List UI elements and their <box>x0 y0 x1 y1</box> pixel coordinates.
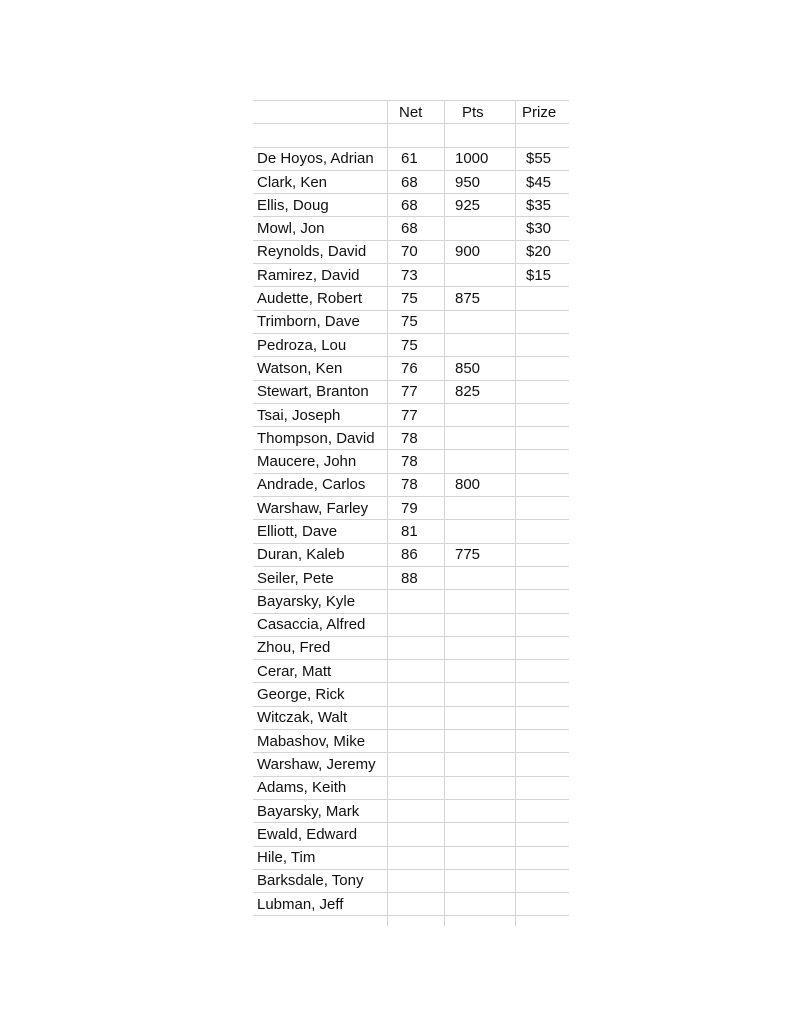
points-cell: 950 <box>445 170 516 193</box>
prize-cell <box>516 706 570 729</box>
table-row <box>253 333 569 356</box>
net-score-cell: 68 <box>388 170 445 193</box>
prize-cell <box>516 543 570 566</box>
prize-cell <box>516 380 570 403</box>
table-row <box>253 730 569 753</box>
net-score-cell: 75 <box>388 333 445 356</box>
prize-cell <box>516 660 570 683</box>
points-cell <box>445 706 516 729</box>
table-row <box>253 194 569 217</box>
prize-cell <box>516 287 570 310</box>
prize-cell <box>516 403 570 426</box>
blank-cell <box>516 916 570 927</box>
points-cell: 825 <box>445 380 516 403</box>
net-score-cell <box>388 683 445 706</box>
player-name-cell: Ellis, Doug <box>253 194 388 217</box>
table-row <box>253 357 569 380</box>
table-row <box>253 380 569 403</box>
prize-cell <box>516 799 570 822</box>
points-cell <box>445 403 516 426</box>
prize-cell <box>516 846 570 869</box>
player-name-cell: Bayarsky, Kyle <box>253 590 388 613</box>
net-score-cell: 76 <box>388 357 445 380</box>
player-name-cell: Reynolds, David <box>253 240 388 263</box>
net-score-cell <box>388 869 445 892</box>
prize-cell <box>516 869 570 892</box>
prize-cell <box>516 683 570 706</box>
table-row <box>253 427 569 450</box>
points-cell <box>445 730 516 753</box>
player-name-cell: Thompson, David <box>253 427 388 450</box>
net-score-cell <box>388 636 445 659</box>
points-cell <box>445 799 516 822</box>
table-row <box>253 636 569 659</box>
table-row <box>253 823 569 846</box>
prize-cell <box>516 473 570 496</box>
table-row <box>253 660 569 683</box>
points-cell <box>445 636 516 659</box>
net-score-cell <box>388 590 445 613</box>
table-row <box>253 240 569 263</box>
header-prize: Prize <box>516 101 570 124</box>
prize-cell: $15 <box>516 264 570 287</box>
player-name-cell: Mowl, Jon <box>253 217 388 240</box>
net-score-cell: 78 <box>388 450 445 473</box>
net-score-cell <box>388 799 445 822</box>
table-row <box>253 450 569 473</box>
table-row <box>253 310 569 333</box>
net-score-cell: 78 <box>388 427 445 450</box>
player-name-cell: Maucere, John <box>253 450 388 473</box>
prize-cell <box>516 730 570 753</box>
table-row <box>253 893 569 916</box>
points-cell <box>445 497 516 520</box>
prize-cell <box>516 823 570 846</box>
points-cell <box>445 776 516 799</box>
points-cell: 850 <box>445 357 516 380</box>
net-score-cell: 77 <box>388 380 445 403</box>
header-pts: Pts <box>445 101 516 124</box>
net-score-cell: 68 <box>388 217 445 240</box>
prize-cell <box>516 357 570 380</box>
net-score-cell <box>388 706 445 729</box>
net-score-cell: 78 <box>388 473 445 496</box>
header-net: Net <box>388 101 445 124</box>
table-row <box>253 846 569 869</box>
net-score-cell: 86 <box>388 543 445 566</box>
points-cell: 925 <box>445 194 516 217</box>
player-name-cell: Seiler, Pete <box>253 566 388 589</box>
points-cell <box>445 450 516 473</box>
player-name-cell: Cerar, Matt <box>253 660 388 683</box>
player-name-cell: Warshaw, Farley <box>253 497 388 520</box>
player-name-cell: Audette, Robert <box>253 287 388 310</box>
player-name-cell: Clark, Ken <box>253 170 388 193</box>
player-name-cell: Andrade, Carlos <box>253 473 388 496</box>
prize-cell <box>516 566 570 589</box>
net-score-cell <box>388 893 445 916</box>
results-table <box>253 100 569 926</box>
blank-cell <box>445 124 516 147</box>
points-cell <box>445 683 516 706</box>
net-score-cell: 61 <box>388 147 445 170</box>
blank-cell <box>253 916 388 927</box>
prize-cell <box>516 893 570 916</box>
player-name-cell: Tsai, Joseph <box>253 403 388 426</box>
points-cell <box>445 590 516 613</box>
points-cell <box>445 427 516 450</box>
table-row <box>253 683 569 706</box>
player-name-cell: Trimborn, Dave <box>253 310 388 333</box>
player-name-cell: Hile, Tim <box>253 846 388 869</box>
points-cell <box>445 566 516 589</box>
table-row <box>253 613 569 636</box>
points-cell: 800 <box>445 473 516 496</box>
prize-cell: $35 <box>516 194 570 217</box>
table-row <box>253 776 569 799</box>
points-cell <box>445 264 516 287</box>
player-name-cell: Adams, Keith <box>253 776 388 799</box>
table-row <box>253 799 569 822</box>
player-name-cell: Duran, Kaleb <box>253 543 388 566</box>
table-row <box>253 520 569 543</box>
points-cell <box>445 753 516 776</box>
table-row <box>253 147 569 170</box>
blank-cell <box>516 124 570 147</box>
player-name-cell: Casaccia, Alfred <box>253 613 388 636</box>
player-name-cell: Warshaw, Jeremy <box>253 753 388 776</box>
table-row <box>253 264 569 287</box>
prize-cell <box>516 427 570 450</box>
net-score-cell: 79 <box>388 497 445 520</box>
points-cell <box>445 660 516 683</box>
points-cell <box>445 333 516 356</box>
prize-cell <box>516 590 570 613</box>
player-name-cell: George, Rick <box>253 683 388 706</box>
points-cell <box>445 310 516 333</box>
prize-cell <box>516 753 570 776</box>
blank-cell <box>388 916 445 927</box>
blank-cell <box>253 124 388 147</box>
points-cell <box>445 217 516 240</box>
table-row <box>253 170 569 193</box>
table-row <box>253 753 569 776</box>
net-score-cell: 75 <box>388 310 445 333</box>
player-name-cell: Zhou, Fred <box>253 636 388 659</box>
net-score-cell: 73 <box>388 264 445 287</box>
player-name-cell: De Hoyos, Adrian <box>253 147 388 170</box>
points-cell <box>445 613 516 636</box>
blank-cell <box>445 916 516 927</box>
points-cell: 1000 <box>445 147 516 170</box>
net-score-cell <box>388 613 445 636</box>
net-score-cell: 70 <box>388 240 445 263</box>
trailing-row <box>253 916 569 927</box>
header-row <box>253 101 569 124</box>
points-cell: 775 <box>445 543 516 566</box>
prize-cell <box>516 310 570 333</box>
player-name-cell: Witczak, Walt <box>253 706 388 729</box>
player-name-cell: Barksdale, Tony <box>253 869 388 892</box>
net-score-cell: 88 <box>388 566 445 589</box>
table-row <box>253 566 569 589</box>
player-name-cell: Mabashov, Mike <box>253 730 388 753</box>
player-name-cell: Watson, Ken <box>253 357 388 380</box>
points-cell: 900 <box>445 240 516 263</box>
prize-cell <box>516 613 570 636</box>
prize-cell: $55 <box>516 147 570 170</box>
table-row <box>253 287 569 310</box>
table-row <box>253 590 569 613</box>
prize-cell <box>516 450 570 473</box>
table-row <box>253 217 569 240</box>
net-score-cell <box>388 846 445 869</box>
prize-cell: $45 <box>516 170 570 193</box>
table-row <box>253 497 569 520</box>
prize-cell <box>516 520 570 543</box>
prize-cell <box>516 333 570 356</box>
player-name-cell: Ramirez, David <box>253 264 388 287</box>
prize-cell <box>516 636 570 659</box>
points-cell <box>445 823 516 846</box>
player-name-cell: Bayarsky, Mark <box>253 799 388 822</box>
player-name-cell: Lubman, Jeff <box>253 893 388 916</box>
net-score-cell <box>388 730 445 753</box>
prize-cell: $20 <box>516 240 570 263</box>
table-row <box>253 869 569 892</box>
table-row <box>253 706 569 729</box>
net-score-cell: 68 <box>388 194 445 217</box>
table-row <box>253 403 569 426</box>
header-name <box>253 101 388 124</box>
points-cell <box>445 520 516 543</box>
net-score-cell: 81 <box>388 520 445 543</box>
net-score-cell <box>388 823 445 846</box>
points-cell <box>445 846 516 869</box>
net-score-cell: 77 <box>388 403 445 426</box>
points-cell <box>445 869 516 892</box>
prize-cell <box>516 776 570 799</box>
net-score-cell <box>388 753 445 776</box>
net-score-cell <box>388 660 445 683</box>
net-score-cell <box>388 776 445 799</box>
points-cell <box>445 893 516 916</box>
prize-cell <box>516 497 570 520</box>
points-cell: 875 <box>445 287 516 310</box>
table-row <box>253 473 569 496</box>
blank-cell <box>388 124 445 147</box>
net-score-cell: 75 <box>388 287 445 310</box>
player-name-cell: Stewart, Branton <box>253 380 388 403</box>
prize-cell: $30 <box>516 217 570 240</box>
blank-row <box>253 124 569 147</box>
player-name-cell: Pedroza, Lou <box>253 333 388 356</box>
player-name-cell: Ewald, Edward <box>253 823 388 846</box>
table-row <box>253 543 569 566</box>
player-name-cell: Elliott, Dave <box>253 520 388 543</box>
